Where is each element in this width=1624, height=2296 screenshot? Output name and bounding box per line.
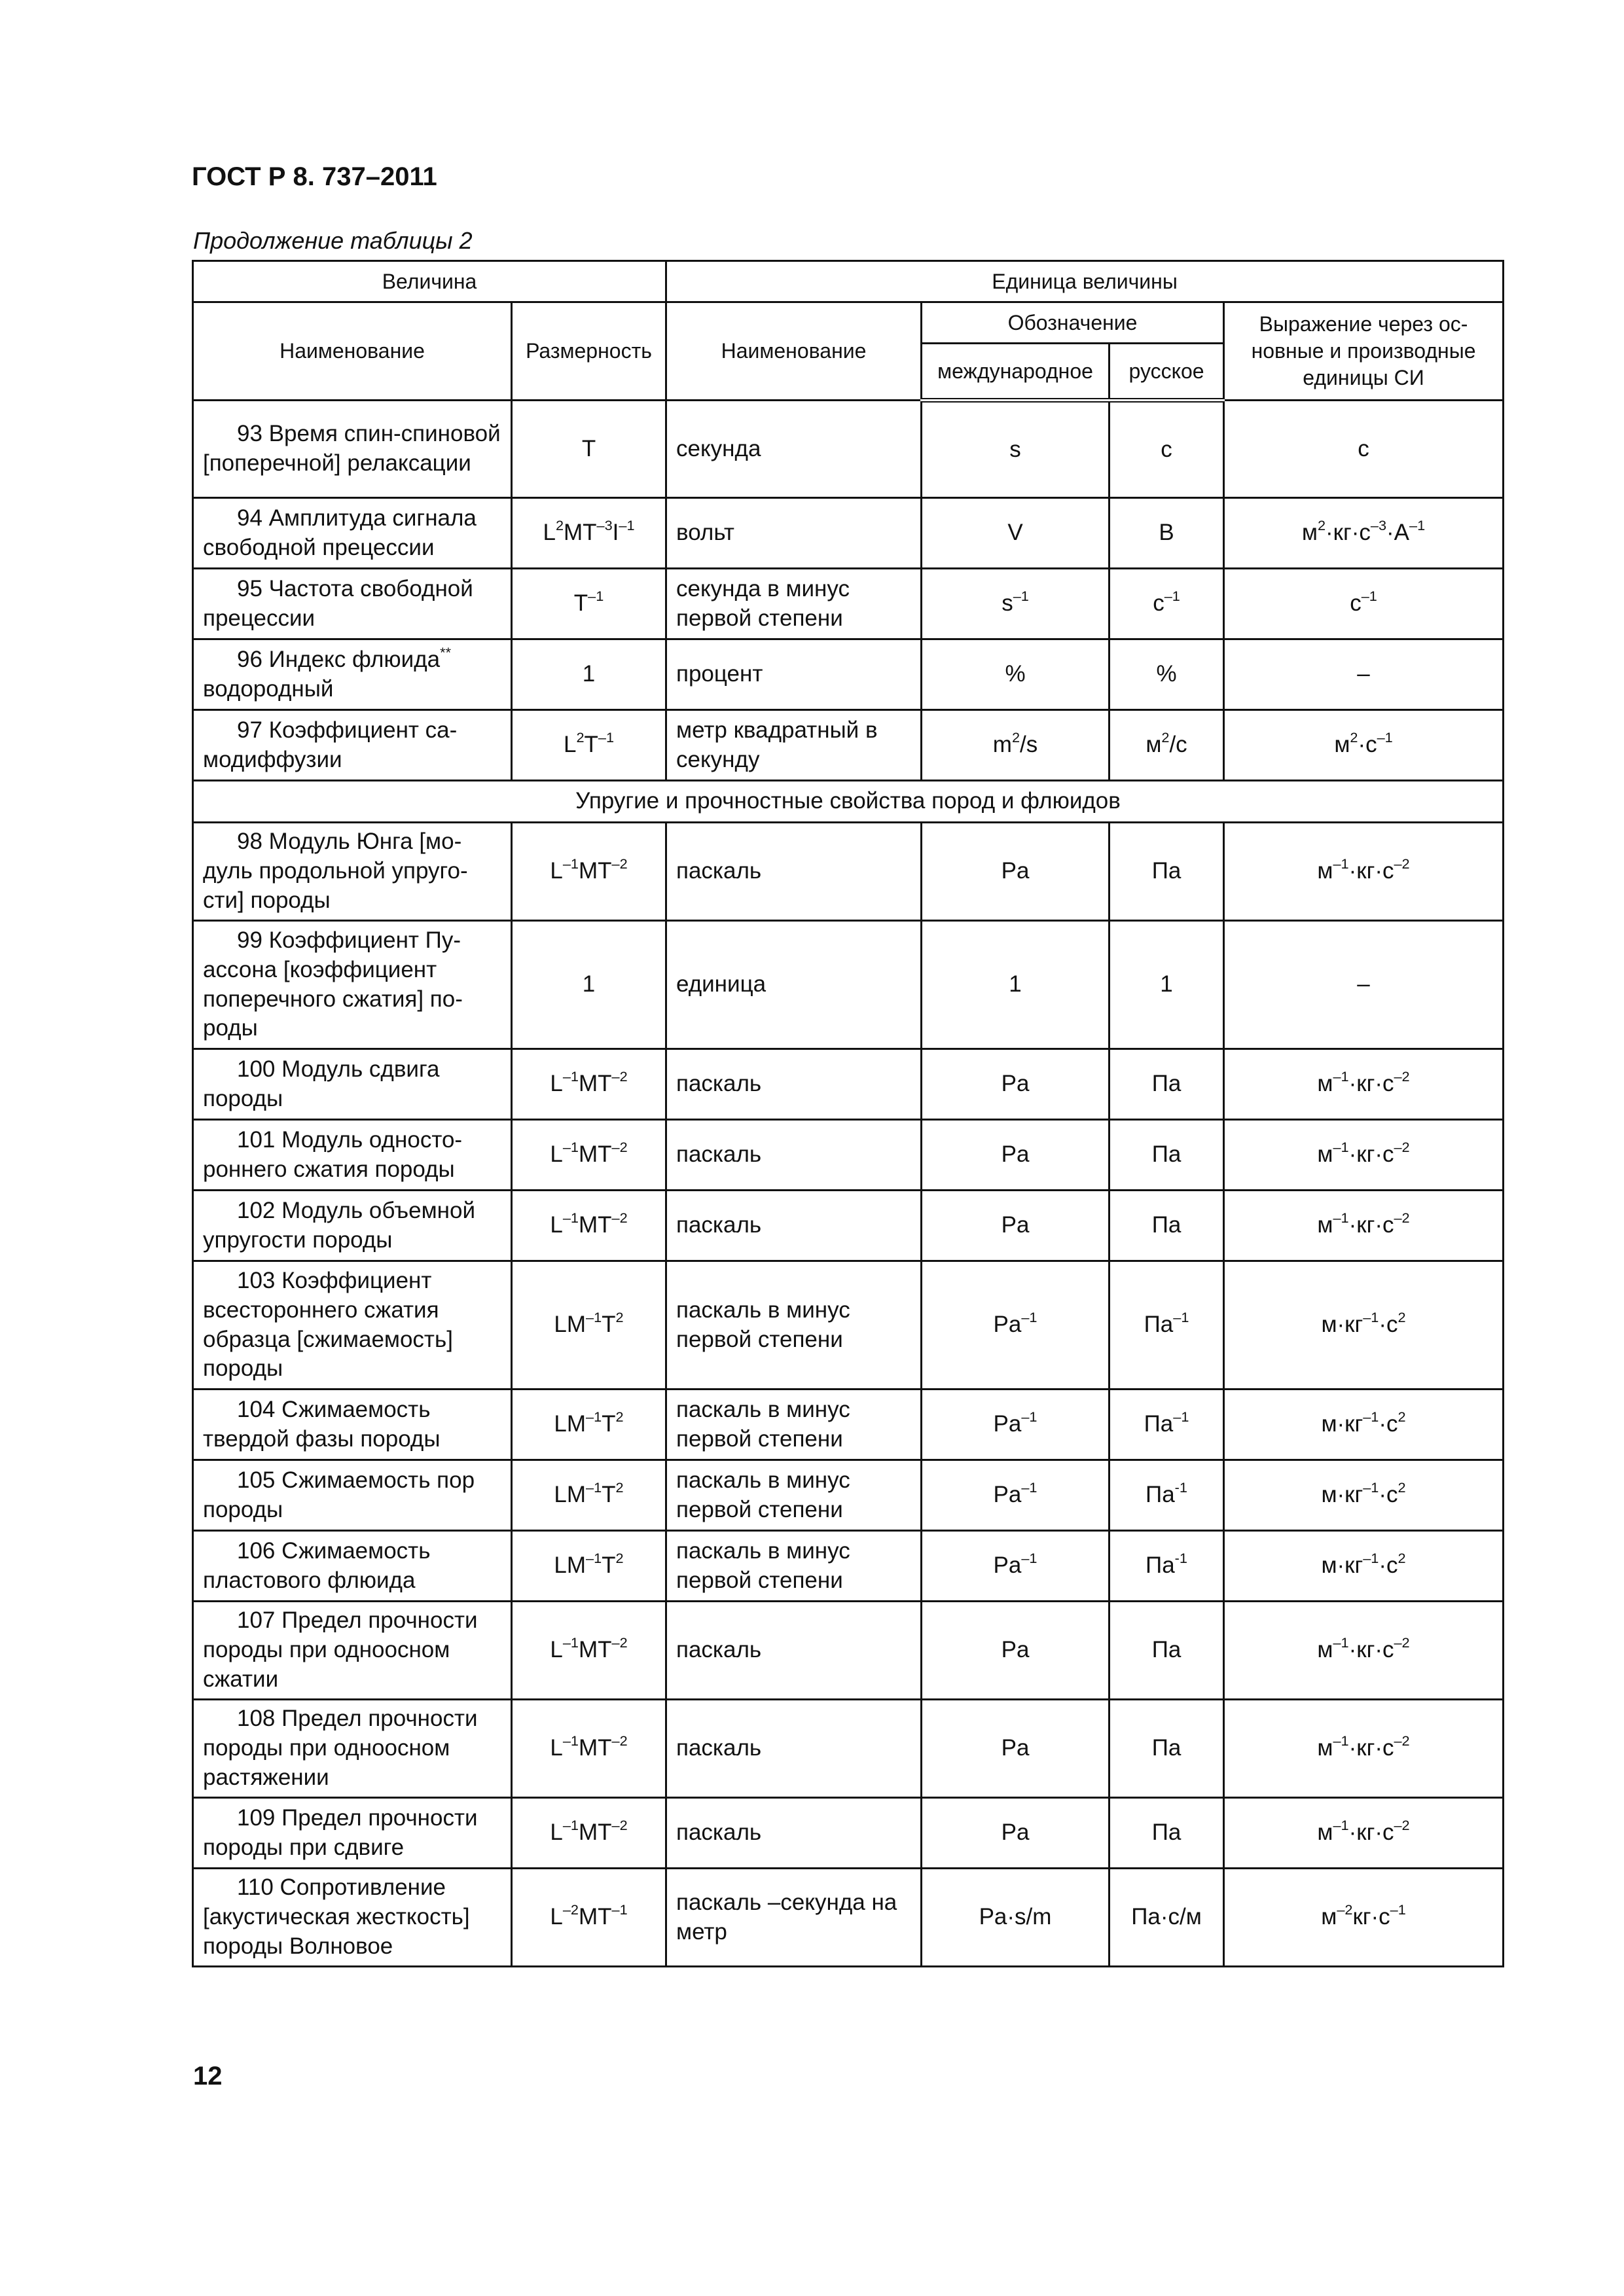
quantity-name-cell [193, 1390, 512, 1460]
international-symbol-cell: $Pa^{-1}$ [922, 1390, 1110, 1460]
col-header-quantity: Величина [193, 261, 666, 302]
unit-name-cell: паскаль [666, 1191, 922, 1261]
quantity-name: Модуль Юнга [мо-дуль продольной упруго-сти] породы [203, 829, 468, 913]
units-table [192, 260, 1504, 1967]
dimension-cell: $L^{-1}MT^{-2}$ [512, 1700, 666, 1798]
si-expression-cell: $м\cdot кг^{-1}\cdot с^2$ [1224, 1460, 1504, 1531]
quantity-number: 99 [237, 927, 262, 953]
quantity-name-cell [193, 1049, 512, 1120]
quantity-name: Предел прочности породы при одноосном сжатии [203, 1607, 478, 1692]
col-header-unit: Единица величины [666, 261, 1504, 302]
dimension-cell: $T^{-1}$ [512, 569, 666, 639]
unit-name-cell: паскаль [666, 1120, 922, 1191]
russian-symbol-cell: % [1110, 639, 1224, 710]
quantity-name-cell [193, 1602, 512, 1700]
table-row [193, 710, 1504, 781]
dimension-cell: $L^{-1}MT^{-2}$ [512, 1602, 666, 1700]
table-row [193, 639, 1504, 710]
russian-symbol-cell: $Па^{-1}$ [1110, 1460, 1224, 1531]
quantity-name: Модуль односто-роннего сжатия породы [203, 1126, 463, 1182]
document-header: ГОСТ Р 8. 737–2011 [192, 162, 437, 191]
russian-symbol-cell: Па [1110, 823, 1224, 921]
quantity-name-cell [193, 1531, 512, 1602]
si-expression-cell: $м^2\cdot с^{-1}$ [1224, 710, 1504, 781]
quantity-name: Модуль сдвига породы [203, 1056, 440, 1111]
quantity-number: 101 [237, 1126, 276, 1153]
col-header-designation: Обозначение [922, 302, 1224, 344]
quantity-name-cell [193, 710, 512, 781]
dimension-cell: $LM^{-1}T^2$ [512, 1390, 666, 1460]
table-row [193, 1460, 1504, 1531]
table-row [193, 1261, 1504, 1390]
si-expression-cell: $м^{-1}\cdot кг\cdot с^{-2}$ [1224, 1191, 1504, 1261]
dimension-cell: 1 [512, 921, 666, 1049]
si-expression-cell: – [1224, 921, 1504, 1049]
international-symbol-cell: 1 [922, 921, 1110, 1049]
international-symbol-cell: $m^2/s$ [922, 710, 1110, 781]
dimension-cell: $L^{-1}MT^{-2}$ [512, 1191, 666, 1261]
unit-name-cell: метр квадратный в секунду [666, 710, 922, 781]
table-body [193, 401, 1504, 1967]
quantity-number: 103 [237, 1267, 276, 1293]
page-number: 12 [193, 2062, 223, 2090]
dimension-cell: $LM^{-1}T^2$ [512, 1261, 666, 1390]
table-row [193, 1798, 1504, 1869]
quantity-number: 100 [237, 1056, 276, 1082]
unit-name-cell: секунда в минус первой степени [666, 569, 922, 639]
si-expression-cell: $м^{-1}\cdot кг\cdot с^{-2}$ [1224, 1120, 1504, 1191]
dimension-cell: $L^{-1}MT^{-2}$ [512, 823, 666, 921]
si-expression-cell: $м^{-1}\cdot кг\cdot с^{-2}$ [1224, 1700, 1504, 1798]
table-row [193, 1191, 1504, 1261]
quantity-number: 98 [237, 829, 262, 855]
unit-name-cell: единица [666, 921, 922, 1049]
quantity-name: Коэффициент всестороннего сжатия образца [сжимаемость] породы [203, 1267, 453, 1382]
russian-symbol-cell: Па [1110, 1602, 1224, 1700]
international-symbol-cell: Pa [922, 1191, 1110, 1261]
table-row [193, 1390, 1504, 1460]
unit-name-cell: паскаль [666, 1798, 922, 1869]
table-row [193, 1531, 1504, 1602]
dimension-cell: $L^2T^{-1}$ [512, 710, 666, 781]
table-head [193, 261, 1504, 401]
si-expression-cell: – [1224, 639, 1504, 710]
si-expression-cell: $м\cdot кг^{-1}\cdot с^2$ [1224, 1261, 1504, 1390]
unit-name-cell: паскаль в минус первой степени [666, 1261, 922, 1390]
russian-symbol-cell: В [1110, 498, 1224, 569]
quantity-number: 102 [237, 1197, 276, 1223]
international-symbol-cell: $s^{-1}$ [922, 569, 1110, 639]
table-row [193, 401, 1504, 498]
quantity-name-cell [193, 823, 512, 921]
dimension-cell: $L^{-2}MT^{-1}$ [512, 1869, 666, 1967]
russian-symbol-cell: $м^2/с$ [1110, 710, 1224, 781]
quantity-name: Модуль объемной упругости породы [203, 1197, 476, 1253]
table-row [193, 1869, 1504, 1967]
quantity-name: Сопротивление [акустическая жесткость] породы Волновое [203, 1874, 470, 1959]
russian-symbol-cell: $с^{-1}$ [1110, 569, 1224, 639]
unit-name-cell: паскаль [666, 1700, 922, 1798]
unit-name-cell: паскаль –секунда на метр [666, 1869, 922, 1967]
col-header-name: Наименование [193, 302, 512, 401]
unit-name-cell: процент [666, 639, 922, 710]
si-expression-cell: $с^{-1}$ [1224, 569, 1504, 639]
russian-symbol-cell: Па [1110, 1191, 1224, 1261]
quantity-number: 94 [237, 505, 262, 531]
russian-symbol-cell: Па [1110, 1120, 1224, 1191]
quantity-number: 107 [237, 1607, 276, 1634]
quantity-number: 105 [237, 1467, 276, 1493]
quantity-name-cell [193, 401, 512, 498]
unit-name-cell: вольт [666, 498, 922, 569]
quantity-name: Коэффициент Пу-ассона [коэффициент поперечного сжатия] по-роды [203, 927, 463, 1041]
quantity-number: 109 [237, 1804, 276, 1831]
russian-symbol-cell: Па [1110, 1700, 1224, 1798]
quantity-number: 93 [237, 421, 262, 447]
russian-symbol-cell: $Па^{-1}$ [1110, 1261, 1224, 1390]
table-row [193, 823, 1504, 921]
table-caption: Продолжение таблицы 2 [193, 227, 473, 254]
table-row [193, 498, 1504, 569]
dimension-cell: $L^2MT^{-3}I^{-1}$ [512, 498, 666, 569]
si-expression-cell: $м^{-1}\cdot кг\cdot с^{-2}$ [1224, 823, 1504, 921]
si-expression-cell: $м^{-1}\cdot кг\cdot с^{-2}$ [1224, 1798, 1504, 1869]
unit-name-cell: паскаль [666, 1049, 922, 1120]
table-row [193, 921, 1504, 1049]
unit-name-cell: секунда [666, 401, 922, 498]
russian-symbol-cell: Па·с/м [1110, 1869, 1224, 1967]
unit-name-cell: паскаль в минус первой степени [666, 1531, 922, 1602]
quantity-number: 96 [237, 646, 262, 672]
russian-symbol-cell: с [1110, 401, 1224, 498]
quantity-number: 104 [237, 1396, 276, 1422]
unit-name-cell: паскаль [666, 1602, 922, 1700]
quantity-name-cell [193, 569, 512, 639]
quantity-name: Предел прочности породы при одноосном растяжении [203, 1706, 478, 1790]
dimension-cell: $L^{-1}MT^{-2}$ [512, 1049, 666, 1120]
quantity-name-cell [193, 1460, 512, 1531]
quantity-name: Индекс флюида** водородный [203, 643, 452, 702]
russian-symbol-cell: $Па^{-1}$ [1110, 1390, 1224, 1460]
unit-name-cell: паскаль [666, 823, 922, 921]
international-symbol-cell: Pa·s/m [922, 1869, 1110, 1967]
international-symbol-cell: Pa [922, 1700, 1110, 1798]
quantity-number: 110 [237, 1874, 274, 1901]
si-expression-cell: $м^{-1}\cdot кг\cdot с^{-2}$ [1224, 1602, 1504, 1700]
quantity-number: 108 [237, 1706, 276, 1732]
international-symbol-cell: V [922, 498, 1110, 569]
si-expression-cell: $м^{-2}кг\cdot с^{-1}$ [1224, 1869, 1504, 1967]
quantity-name-cell [193, 1191, 512, 1261]
international-symbol-cell: % [922, 639, 1110, 710]
dimension-cell: $L^{-1}MT^{-2}$ [512, 1798, 666, 1869]
dimension-cell: 1 [512, 639, 666, 710]
quantity-number: 95 [237, 575, 262, 601]
quantity-name: Предел прочности породы при сдвиге [203, 1804, 478, 1860]
dimension-cell: $L^{-1}MT^{-2}$ [512, 1120, 666, 1191]
si-expression-cell: $м\cdot кг^{-1}\cdot с^2$ [1224, 1531, 1504, 1602]
table-row [193, 1700, 1504, 1798]
quantity-name: Частота свободной прецессии [203, 575, 473, 631]
international-symbol-cell: Pa [922, 1049, 1110, 1120]
dimension-cell: $LM^{-1}T^2$ [512, 1460, 666, 1531]
si-expression-cell: $м^2\cdot кг\cdot с^{-3}\cdot А^{-1}$ [1224, 498, 1504, 569]
international-symbol-cell: Pa [922, 1602, 1110, 1700]
quantity-name: Сжимаемость пластового флюида [203, 1537, 431, 1593]
quantity-name: Сжимаемость твердой фазы породы [203, 1396, 441, 1452]
quantity-name-cell [193, 1120, 512, 1191]
quantity-name-cell [193, 1700, 512, 1798]
section-title: Упругие и прочностные свойства пород и флюидов [193, 781, 1504, 823]
si-expression-cell: с [1224, 401, 1504, 498]
quantity-name-cell [193, 921, 512, 1049]
quantity-name: Время спин-спиновой [поперечной] релаксации [203, 421, 501, 476]
dimension-cell: T [512, 401, 666, 498]
international-symbol-cell: Pa [922, 823, 1110, 921]
section-row [193, 781, 1504, 823]
quantity-number: 97 [237, 717, 262, 743]
quantity-name-cell [193, 639, 512, 710]
quantity-number: 106 [237, 1537, 276, 1564]
international-symbol-cell: Pa [922, 1120, 1110, 1191]
table-row [193, 1602, 1504, 1700]
quantity-name: Амплитуда сигнала свободной прецессии [203, 505, 477, 560]
russian-symbol-cell: 1 [1110, 921, 1224, 1049]
international-symbol-cell: Pa [922, 1798, 1110, 1869]
russian-symbol-cell: Па [1110, 1049, 1224, 1120]
table-row [193, 1120, 1504, 1191]
quantity-name-cell [193, 1798, 512, 1869]
col-header-dimension: Размерность [512, 302, 666, 401]
dimension-cell: $LM^{-1}T^2$ [512, 1531, 666, 1602]
si-expression-cell: $м^{-1}\cdot кг\cdot с^{-2}$ [1224, 1049, 1504, 1120]
table-row [193, 569, 1504, 639]
col-header-expression: Выражение через ос-новные и производные единицы СИ [1224, 302, 1504, 401]
unit-name-cell: паскаль в минус первой степени [666, 1460, 922, 1531]
international-symbol-cell: $Pa^{-1}$ [922, 1531, 1110, 1602]
quantity-name-cell [193, 1261, 512, 1390]
international-symbol-cell: $Pa^{-1}$ [922, 1460, 1110, 1531]
international-symbol-cell: s [922, 401, 1110, 498]
si-expression-cell: $м\cdot кг^{-1}\cdot с^2$ [1224, 1390, 1504, 1460]
quantity-name: Коэффициент са-модиффузии [203, 717, 458, 772]
quantity-name-cell [193, 1869, 512, 1967]
russian-symbol-cell: $Па^{-1}$ [1110, 1531, 1224, 1602]
russian-symbol-cell: Па [1110, 1798, 1224, 1869]
col-header-unit-name: Наименование [666, 302, 922, 401]
table-row [193, 1049, 1504, 1120]
quantity-name: Сжимаемость пор породы [203, 1467, 475, 1522]
unit-name-cell: паскаль в минус первой степени [666, 1390, 922, 1460]
col-header-international: международное [922, 344, 1110, 401]
international-symbol-cell: $Pa^{-1}$ [922, 1261, 1110, 1390]
col-header-russian: русское [1110, 344, 1224, 401]
quantity-name-cell [193, 498, 512, 569]
